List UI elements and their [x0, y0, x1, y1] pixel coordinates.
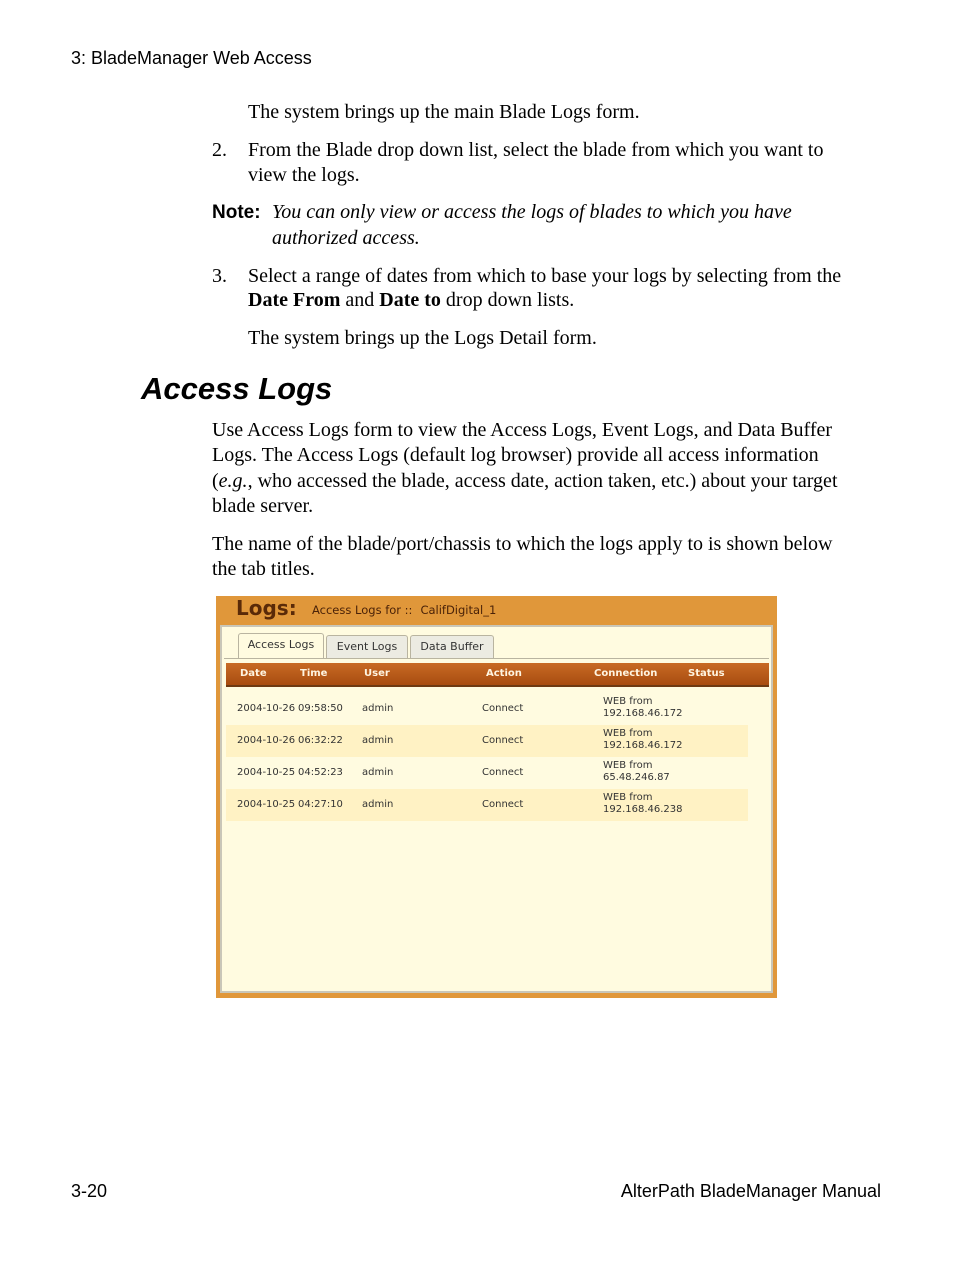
running-header: 3: BladeManager Web Access — [71, 48, 312, 68]
row-connection-label: WEB from — [603, 728, 653, 739]
row-action: Connect — [482, 799, 524, 810]
table-header — [226, 663, 769, 687]
blade-name-para-line-1: The name of the blade/port/chassis to which the logs apply to is shown below — [212, 533, 833, 555]
note-line-2: authorized access. — [272, 227, 420, 249]
note-label: Note: — [212, 202, 261, 223]
section-title: Access Logs — [141, 371, 333, 406]
row-action: Connect — [482, 703, 524, 714]
blade-name-para-line-2: the tab titles. — [212, 558, 315, 580]
row-action: Connect — [482, 767, 524, 778]
date-from-term: Date From — [248, 289, 341, 311]
row-user: admin — [362, 735, 394, 746]
access-logs-para-line-4: blade server. — [212, 495, 314, 517]
tab-access-logs[interactable]: Access Logs — [238, 633, 324, 659]
table-row[interactable] — [226, 789, 748, 821]
step-2-line-1: From the Blade drop down list, select the blade from which you want to — [248, 139, 824, 161]
step-3-tail: drop down lists. — [440, 289, 575, 311]
eg-abbrev: e.g. — [218, 470, 248, 492]
date-to-term: Date to — [379, 289, 441, 311]
column-connection[interactable]: Connection — [594, 668, 658, 679]
tab-divider — [224, 658, 769, 659]
row-date: 2004-10-26 — [237, 703, 296, 714]
logs-subtitle — [312, 603, 504, 617]
blade-name: CalifDigital_1 — [420, 603, 497, 617]
open-paren: ( — [212, 470, 219, 492]
row-connection-label: WEB from — [603, 760, 653, 771]
paragraph-blade-logs-form: The system brings up the main Blade Logs form. — [248, 101, 640, 123]
step-2-line-2: view the logs. — [248, 164, 360, 186]
row-connection-ip: 192.168.46.172 — [603, 740, 683, 751]
manual-title: AlterPath BladeManager Manual — [620, 1181, 881, 1201]
row-connection — [603, 760, 670, 784]
page-number: 3-20 — [71, 1181, 108, 1201]
note-line-1: You can only view or access the logs of blades to which you have — [272, 201, 792, 223]
row-time: 06:32:22 — [298, 735, 343, 746]
row-time: 09:58:50 — [298, 703, 343, 714]
row-time: 04:52:23 — [298, 767, 343, 778]
logs-panel — [220, 625, 773, 993]
table-row[interactable] — [226, 757, 748, 789]
tab-event-logs[interactable]: Event Logs — [326, 635, 408, 659]
row-date: 2004-10-25 — [237, 799, 296, 810]
line-3-rest: , who accessed the blade, access date, action taken, etc.) about your target — [247, 470, 838, 492]
row-connection-ip: 192.168.46.172 — [603, 708, 683, 719]
step-2-number: 2. — [212, 139, 227, 161]
and-text: and — [340, 289, 380, 311]
column-date[interactable]: Date — [240, 668, 267, 679]
row-connection — [603, 696, 683, 720]
column-action[interactable]: Action — [486, 668, 522, 679]
column-status[interactable]: Status — [688, 668, 725, 679]
row-connection — [603, 792, 683, 816]
row-connection-label: WEB from — [603, 696, 653, 707]
step-3-number: 3. — [212, 265, 227, 287]
step-3-line-1: Select a range of dates from which to base your logs by selecting from the — [248, 265, 842, 287]
row-user: admin — [362, 799, 394, 810]
paragraph-logs-detail-form: The system brings up the Logs Detail form. — [248, 327, 597, 349]
access-logs-para-line-3 — [212, 469, 838, 494]
row-user: admin — [362, 767, 394, 778]
column-user[interactable]: User — [364, 668, 390, 679]
logs-title: Logs: — [236, 596, 297, 620]
access-logs-para-line-2: Logs. The Access Logs (default log browser) provide all access information — [212, 444, 819, 466]
row-time: 04:27:10 — [298, 799, 343, 810]
row-user: admin — [362, 703, 394, 714]
row-connection-ip: 65.48.246.87 — [603, 772, 670, 783]
row-date: 2004-10-26 — [237, 735, 296, 746]
tab-data-buffer[interactable]: Data Buffer — [410, 635, 494, 659]
row-action: Connect — [482, 735, 524, 746]
table-row[interactable] — [226, 693, 748, 725]
access-logs-para-line-1: Use Access Logs form to view the Access Logs, Event Logs, and Data Buffer — [212, 419, 833, 441]
logs-form-screenshot — [216, 596, 777, 998]
row-connection — [603, 728, 683, 752]
step-3-line-2 — [248, 288, 574, 313]
row-connection-ip: 192.168.46.238 — [603, 804, 683, 815]
column-time[interactable]: Time — [300, 668, 328, 679]
row-date: 2004-10-25 — [237, 767, 296, 778]
row-connection-label: WEB from — [603, 792, 653, 803]
table-row[interactable] — [226, 725, 748, 757]
logs-subtitle-prefix: Access Logs for :: — [312, 603, 413, 617]
